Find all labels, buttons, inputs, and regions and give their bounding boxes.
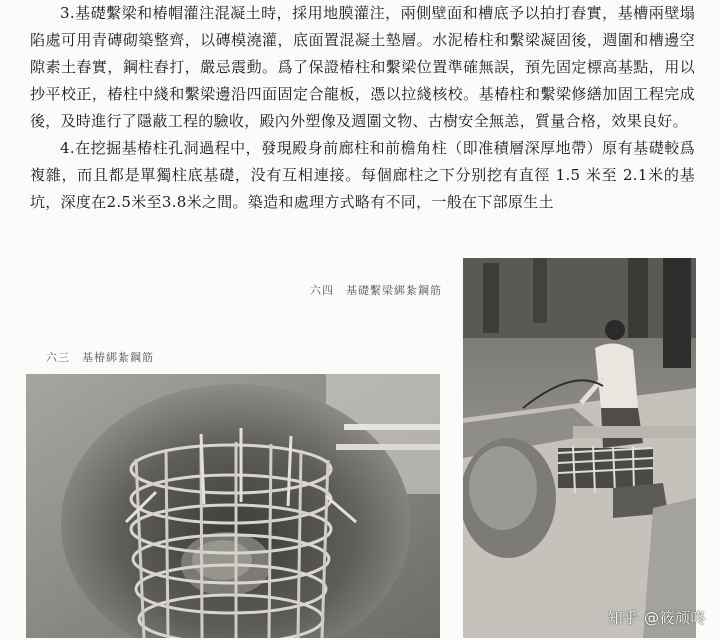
figure-64-caption: 六四 基礎繫梁綁紮鋼筋 [310, 284, 442, 297]
figure-63-caption: 六三 基椿綁紮鋼筋 [46, 351, 154, 364]
beam-rebar-photo [463, 258, 696, 638]
body-text [30, 0, 695, 216]
paragraph-4: 4.在挖掘基椿柱孔洞過程中，發現殿身前廊柱和前檐角柱（即准積層深厚地帶）原有基礎較爲複雜，而且都是單獨柱底基礎，没有互相連接。每個廊柱之下分别挖有直徑 1.5 米至 2.1米的基坑，深度在2.5米至3.8米之間。築造和處理方式略有不同，一般在下部原生土 [30, 139, 695, 211]
watermark: 知乎 @筱颃咚 [607, 609, 706, 627]
rebar-cage-photo [26, 374, 440, 638]
paragraph-3: 3.基礎繫梁和椿帽灌注混凝土時，採用地膜灌注，兩側壁面和槽底予以拍打舂實，基槽兩壁塌陷處可用青磚砌築整齊，以磚模澆灌，底面置混凝土墊層。水泥椿柱和繫梁凝固後，週圍和槽邊空隙素土舂實，鋼柱舂打，嚴忌震動。爲了保證椿柱和繫梁位置準確無誤，預先固定標高基點，用以抄平校正，椿柱中綫和繫梁邊沿四面固定合龍板，憑以拉綫核校。基椿柱和繫梁修繕加固工程完成後，及時進行了隱蔽工程的驗收，殿內外塑像及週圍文物、古樹安全無恙，質量合格，效果良好。 [30, 4, 695, 130]
